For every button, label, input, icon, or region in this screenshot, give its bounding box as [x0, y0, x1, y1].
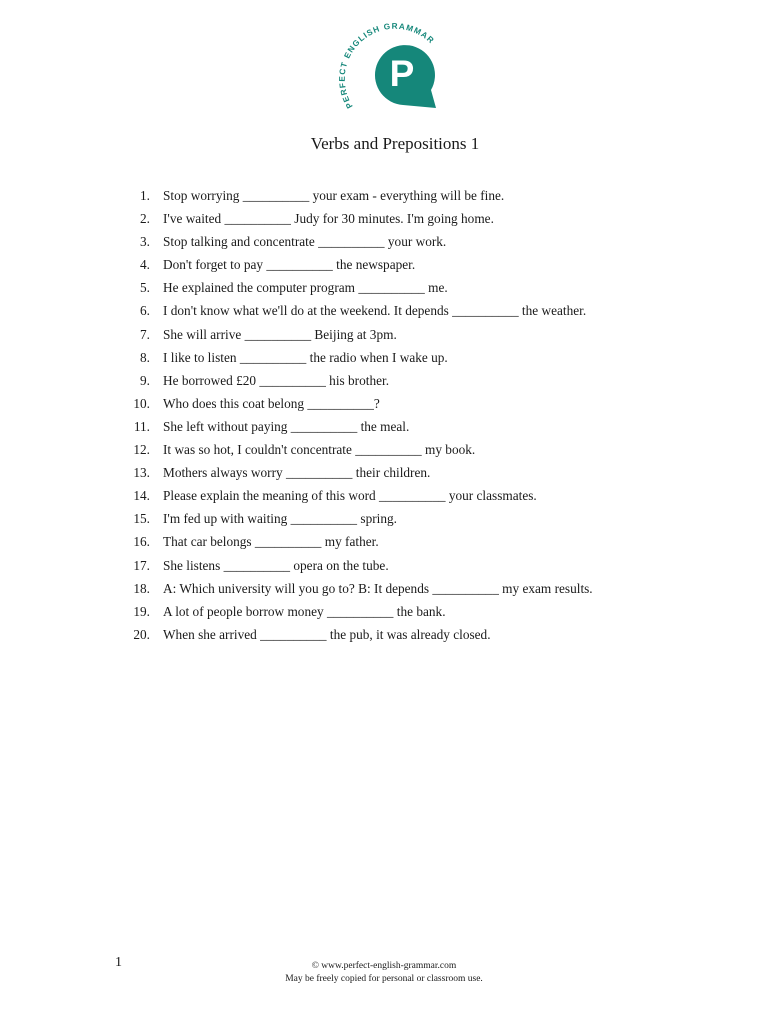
perfect-english-grammar-logo: [336, 20, 444, 114]
exercise-number: 20.: [133, 626, 150, 642]
exercise-number: 12.: [133, 442, 150, 458]
exercise-number: 18.: [133, 580, 150, 596]
exercise-sentence: It was so hot, I couldn't concentrate __________ my book.: [163, 442, 476, 458]
exercise-number: 15.: [133, 511, 150, 527]
exercise-sentence: She left without paying __________ the meal.: [163, 418, 410, 434]
footer-copyright: © www.perfect-english-grammar.com: [311, 961, 457, 971]
exercise-sentence: I don't know what we'll do at the weekend. It depends __________ the weather.: [163, 303, 587, 319]
exercise-sentence: He borrowed £20 __________ his brother.: [163, 372, 390, 388]
exercise-number: 3.: [140, 234, 150, 250]
worksheet-title: Verbs and Prepositions 1: [310, 134, 480, 153]
exercise-sentence: That car belongs __________ my father.: [163, 534, 379, 550]
page-number: 1: [115, 955, 122, 970]
exercise-number: 10.: [133, 395, 150, 411]
exercise-sentence: I'm fed up with waiting __________ spring.: [163, 511, 397, 527]
exercise-number: 11.: [133, 418, 150, 434]
exercise-number: 17.: [133, 557, 150, 573]
exercise-sentence: Please explain the meaning of this word __________ your classmates.: [163, 488, 537, 504]
exercise-number: 8.: [140, 349, 150, 365]
exercise-number: 5.: [140, 280, 150, 296]
footer-usage-note: May be freely copied for personal or classroom use.: [285, 974, 483, 984]
exercise-sentence: I've waited __________ Judy for 30 minutes. I'm going home.: [163, 211, 494, 227]
exercise-number: 6.: [140, 303, 150, 319]
exercise-sentence: Mothers always worry __________ their children.: [163, 465, 431, 481]
exercise-number: 16.: [133, 534, 150, 550]
exercise-number: 9.: [140, 372, 150, 388]
exercise-sentence: She listens __________ opera on the tube.: [163, 557, 389, 573]
exercise-number: 2.: [140, 211, 150, 227]
exercise-number: 1.: [140, 188, 150, 203]
exercise-sentence: I like to listen __________ the radio when I wake up.: [163, 349, 448, 365]
exercise-sentence: When she arrived __________ the pub, it was already closed.: [163, 626, 491, 642]
logo-arc-text: PERFECT ENGLISH GRAMMAR: [337, 21, 437, 110]
exercise-sentence: He explained the computer program __________ me.: [163, 280, 448, 296]
exercise-sentence: Stop worrying __________ your exam - everything will be fine.: [163, 188, 505, 203]
exercise-number: 14.: [133, 488, 150, 504]
exercise-sentence: A lot of people borrow money __________ the bank.: [163, 603, 446, 619]
logo-letter: P: [389, 53, 415, 94]
exercise-number: 13.: [133, 465, 150, 481]
exercise-number: 4.: [140, 257, 150, 273]
exercise-number: 7.: [140, 326, 150, 342]
exercise-sentence: Stop talking and concentrate __________ your work.: [163, 234, 447, 250]
exercise-number: 19.: [133, 603, 150, 619]
footer: [0, 960, 768, 986]
exercise-sentence: Who does this coat belong __________?: [163, 395, 380, 411]
exercise-sentence: Don't forget to pay __________ the newspaper.: [163, 257, 416, 273]
exercise-sentence: She will arrive __________ Beijing at 3pm.: [163, 326, 397, 342]
exercise-sentence: A: Which university will you go to? B: It depends __________ my exam results.: [163, 580, 593, 596]
